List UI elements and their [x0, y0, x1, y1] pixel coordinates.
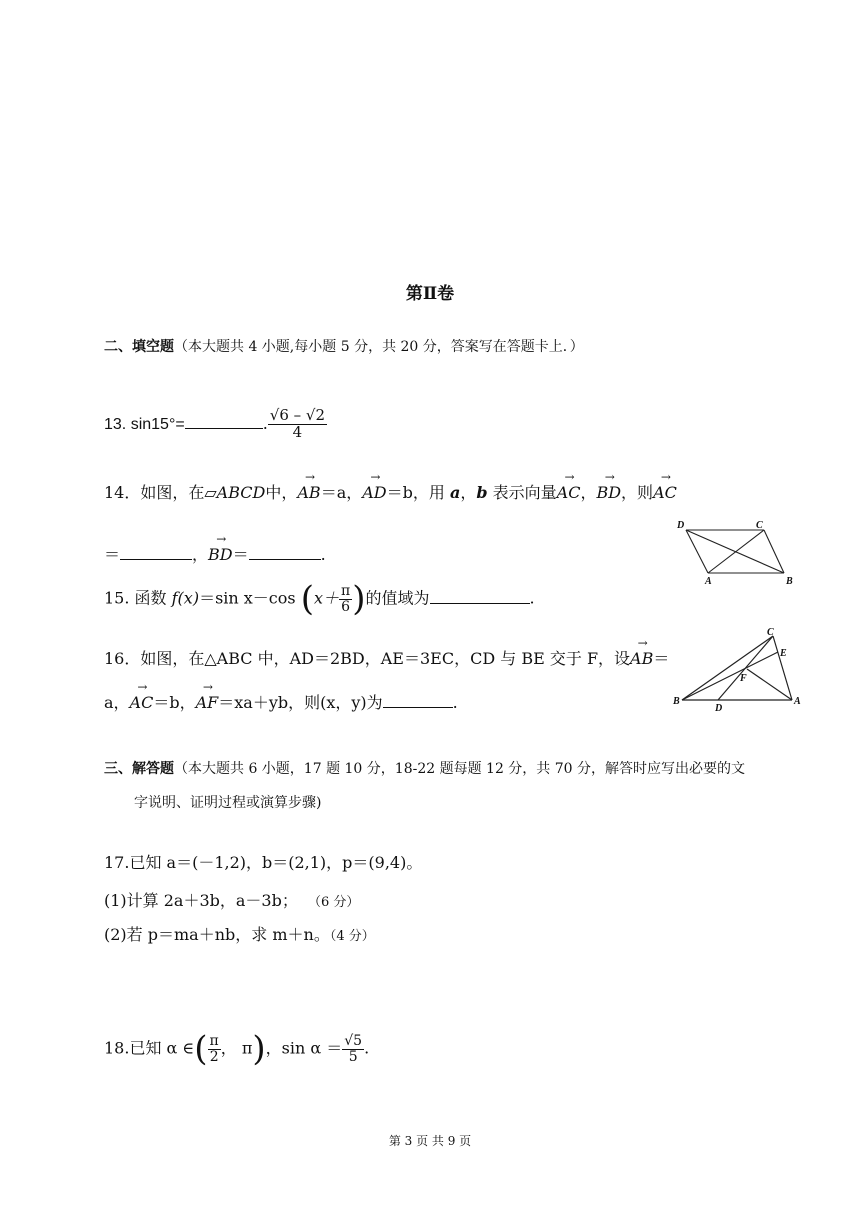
fig2-label-f: F [740, 673, 747, 684]
q18-left-paren: ( [194, 1029, 208, 1069]
part3-heading [104, 758, 745, 778]
q18-int-sep: ， [220, 1038, 237, 1058]
question-14-line1 [104, 480, 677, 503]
question-18 [104, 1029, 370, 1069]
question-16-line2 [104, 690, 458, 713]
fig1-label-c: C [756, 520, 763, 531]
q18-int-num: π [209, 1032, 219, 1049]
q14-line2-eq2: ＝ [232, 545, 249, 564]
fig2-label-b: B [673, 696, 680, 707]
q14-vector-ac: → AC [557, 483, 581, 502]
part2-heading-label: 二、填空题 [104, 339, 174, 355]
q18-frac-num: √5 [344, 1032, 363, 1049]
fig2-segment-dc [718, 636, 773, 700]
fig2-label-a: A [794, 696, 801, 707]
part2-heading [104, 336, 584, 356]
fig1-diagonal-db [686, 530, 784, 573]
section-title: 第Ⅱ卷 [405, 284, 455, 304]
q14-vector-ad: → AD [362, 483, 386, 502]
q14-period: . [320, 545, 326, 564]
q14-parallelogram: ▱ABCD [204, 483, 266, 502]
fig1-label-d: D [677, 520, 685, 531]
question-15 [104, 579, 535, 619]
q14-comma: ， [460, 483, 477, 502]
page-footer: 第 3 页 共 9 页 [388, 1134, 472, 1148]
q14-text-c: 表示向量 [487, 483, 557, 502]
q14-vector-bd: → BD [596, 483, 621, 502]
fig2-edge-bc [682, 636, 773, 700]
q16-line1-text: 16．如图，在△ABC 中，AD＝2BD，AE＝3EC，CD 与 BE 交于 F，设 [104, 649, 631, 668]
q14-a: a [449, 483, 461, 502]
fig2-segment-fa [747, 669, 792, 700]
q16-eq: ＝ [653, 649, 670, 668]
q18-frac-den: 5 [348, 1048, 358, 1065]
parallelogram-figure [674, 516, 802, 586]
triangle-figure [672, 626, 806, 712]
q18-prefix: 18.已知 α ∈ [104, 1038, 195, 1058]
fig2-label-d: D [715, 703, 723, 712]
question-13: 13. sin15°= . $\frac{√6 - √2}{4}$ [104, 406, 326, 441]
q14-blank-bd [249, 545, 321, 560]
q15-right-paren: ) [352, 579, 366, 619]
q18-int-end: π [241, 1038, 253, 1058]
fig1-label-a: A [705, 576, 712, 586]
q15-inner: x＋ [313, 588, 340, 608]
q15-six: 6 [341, 598, 351, 615]
q14-blank-ac [120, 545, 192, 560]
q14-eq-a: ＝a， [320, 483, 363, 502]
fig2-edge-ca [773, 636, 792, 700]
fig1-label-b: B [786, 576, 793, 586]
q14-b: b [476, 483, 488, 502]
part3-note-line1: （本大题共 6 小题，17 题 10 分，18-22 题每题 12 分，共 70 分，解答时应写出必要的文 [174, 761, 746, 777]
q14-vector-ac2: → AC [653, 483, 677, 502]
part3-heading-label: 三、解答题 [104, 761, 174, 777]
q18-right-paren: ) [252, 1029, 266, 1069]
q16-vector-ab: → AB [630, 649, 653, 668]
q18-sqrt5-over-5 [342, 1034, 364, 1064]
fig1-edge-ad [686, 530, 708, 573]
q18-pi-over-2 [208, 1034, 221, 1064]
q15-prefix: 15. 函数 [104, 588, 172, 608]
q13-prefix: 13. sin15°= [104, 415, 185, 433]
q14-vector-ab: → AB [297, 483, 320, 502]
q14-text-d: ，则 [621, 483, 654, 502]
q18-period: . [364, 1038, 370, 1058]
fig1-edge-cb [764, 530, 784, 573]
q14-line2-comma: ， [192, 545, 209, 564]
question-14-line2 [104, 542, 326, 565]
fig2-label-c: C [767, 627, 774, 638]
q14-sep: ， [580, 483, 597, 502]
q18-int-den: 2 [209, 1048, 219, 1065]
question-17-part2 [104, 922, 375, 945]
part3-note-line2: 字说明、证明过程或演算步骤) [134, 795, 322, 811]
fig2-segment-be [682, 652, 778, 700]
q13-blank [185, 414, 263, 429]
q16-blank [383, 693, 453, 708]
q15-left-paren: ( [300, 579, 314, 619]
q17-part2-text: (2)若 p＝ma＋nb，求 m＋n。 [104, 925, 330, 944]
part2-heading-note: （本大题共 4 小题,每小题 5 分，共 20 分，答案写在答题卡上．） [174, 339, 584, 355]
q16-eq-expr: ＝xa＋yb，则(x，y)为 [218, 693, 383, 712]
q17-part1-text: (1)计算 2a＋3b，a－3b； [104, 891, 298, 910]
q13-answer-fraction [268, 408, 327, 441]
q18-mid: ，sin α ＝ [265, 1038, 343, 1058]
q13-answer-denominator: 4 [292, 422, 303, 441]
q14-vector-bd2: → BD [208, 545, 233, 564]
q16-line2-a: a， [104, 693, 130, 712]
q15-pi-over-6 [339, 584, 352, 614]
q15-fx: f(x) [171, 588, 200, 608]
q15-suffix: 的值域为 [365, 588, 430, 608]
q15-pi: π [341, 582, 351, 599]
q15-blank [430, 589, 530, 604]
question-16-line1 [104, 646, 669, 669]
fig2-label-e: E [780, 648, 787, 659]
q16-vector-af: → AF [196, 693, 219, 712]
question-17-stem: 17.已知 a＝(－1,2)，b＝(2,1)，p＝(9,4)。 [104, 853, 423, 872]
q17-part1-score: （6 分） [308, 895, 360, 910]
q17-part2-score: （4 分） [329, 929, 375, 944]
q14-text-a: 14．如图，在 [104, 483, 205, 502]
q14-text-b: 中， [265, 483, 298, 502]
q16-vector-ac: → AC [130, 693, 154, 712]
q13-answer-numerator: √6 – √2 [269, 406, 326, 424]
q14-eq-b: ＝b，用 [386, 483, 450, 502]
q16-period: . [452, 693, 458, 712]
q14-line2-eq: ＝ [104, 545, 121, 564]
question-17-part1 [104, 888, 359, 911]
q15-body: ＝sin x－cos [199, 588, 296, 608]
q15-period: . [529, 588, 535, 608]
q16-eq-b: ＝b， [153, 693, 196, 712]
